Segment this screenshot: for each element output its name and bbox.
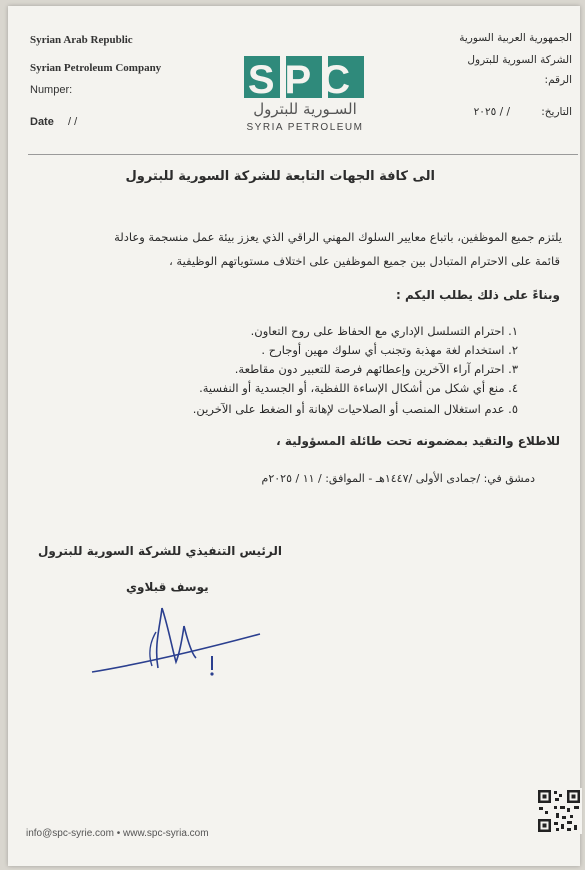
signatory-title: الرئيس التنفيذي للشركة السورية للبترول <box>38 544 282 558</box>
footer-contact: info@spc-syrie.com • www.spc-syria.com <box>26 828 209 839</box>
letter-paragraph-line-2: قائمة على الاحترام المتبادل بين جميع الموظفين على اختلاف مستوياتهم الوظيفية ، <box>169 254 560 268</box>
signatory-name: يوسف قبلاوي <box>126 580 209 594</box>
handwritten-signature <box>88 596 268 686</box>
letter-list-item: ٥. عدم استغلال المنصب أو الصلاحيات لإهانة أو الضغط على الآخرين. <box>192 402 518 416</box>
header-company-en: Syrian Petroleum Company <box>30 62 162 74</box>
header-number-label-en: Numper: <box>30 84 73 96</box>
letter-page <box>8 6 580 866</box>
logo-english-text: SYRIA PETROLEUM <box>246 122 364 133</box>
letter-place-date: دمشق في: /جمادى الأولى /١٤٤٧هـ - الموافق: / ١١ / ٢٠٢٥م <box>261 472 535 485</box>
header-number-label-ar: الرقم: <box>544 74 572 86</box>
letter-request-line: وبناءً على ذلك يطلب اليكم : <box>396 288 560 302</box>
header-country-ar: الجمهورية العربية السورية <box>459 32 572 44</box>
header-date-label-ar: التاريخ: <box>541 106 572 118</box>
letter-list-item: ١. احترام التسلسل الإداري مع الحفاظ على روح التعاون. <box>250 324 518 338</box>
letter-list-item: ٤. منع أي شكل من أشكال الإساءة اللفظية، أو الجسدية أو النفسية. <box>199 381 518 395</box>
spc-logo <box>240 54 370 138</box>
letter-paragraph-line-1: يلتزم جميع الموظفين، باتباع معايير السلوك المهني الراقي الذي يعزز بيئة عمل منسجمة وعادلة <box>114 230 562 244</box>
qr-code-icon <box>536 788 582 834</box>
letter-addressee: الى كافة الجهات التابعة للشركة السورية للبترول <box>125 169 435 184</box>
logo-arabic-text: السـورية للبترول <box>253 100 357 118</box>
header-divider <box>28 154 578 155</box>
header-date-seps-en: / / <box>68 116 78 128</box>
header-date-label-en: Date <box>30 116 54 128</box>
letter-closing: للاطلاع والتقيد بمضمونه تحت طائلة المسؤولية ، <box>276 434 560 448</box>
letter-list-item: ٢. استخدام لغة مهذبة وتجنب أي سلوك مهين أوجارح . <box>261 343 518 357</box>
logo-letters: SPC <box>247 58 361 102</box>
letter-list-item: ٣. احترام آراء الآخرين وإعطائهم فرصة للتعبير دون مقاطعة. <box>234 362 518 376</box>
header-country-en: Syrian Arab Republic <box>30 34 133 46</box>
header-company-ar: الشركة السورية للبترول <box>467 54 572 66</box>
header-date-value-ar: / / ٢٠٢٥ <box>473 106 510 118</box>
